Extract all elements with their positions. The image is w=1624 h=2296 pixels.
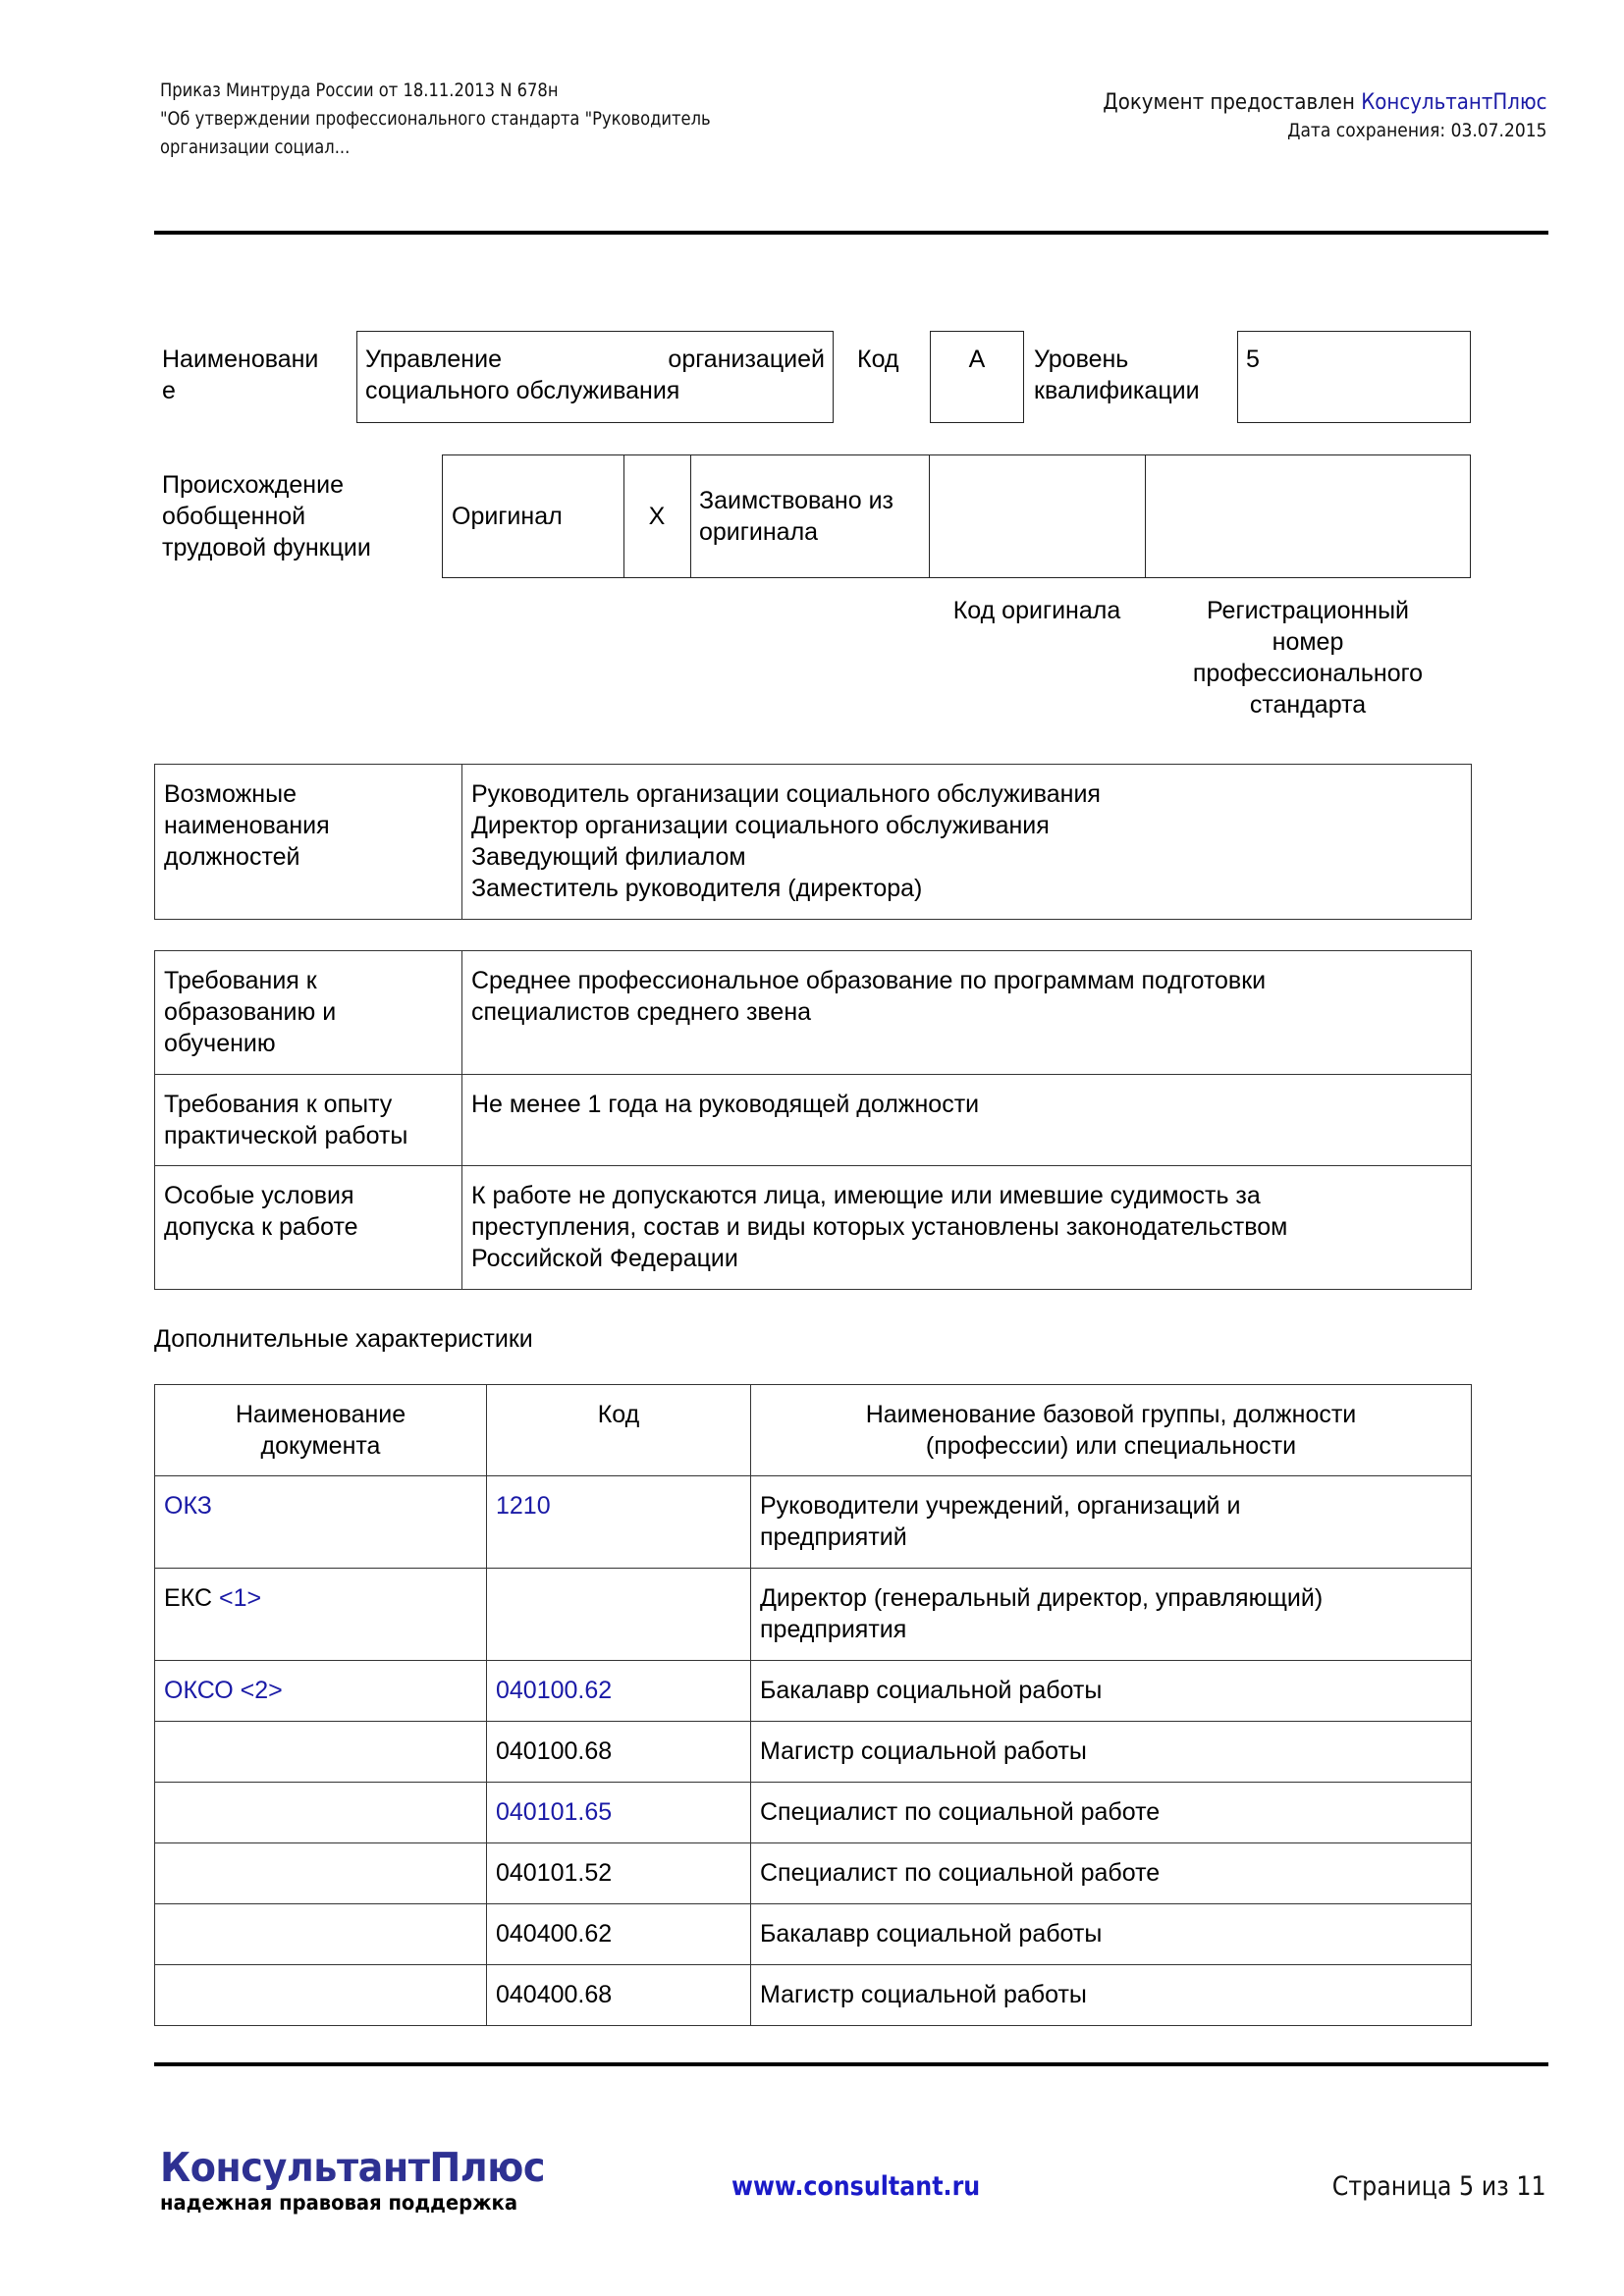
column-header-group-name-line: (профессии) или специальности (925, 1432, 1297, 1460)
experience-value (462, 1075, 1472, 1166)
name-label-line-2: е (162, 377, 176, 404)
consultant-logo (160, 2146, 574, 2216)
code-value: 040100.68 (496, 1737, 613, 1765)
education-value (462, 951, 1472, 1075)
code-cell (487, 1722, 751, 1783)
group-name-cell (751, 1965, 1472, 2026)
footer-url-link[interactable]: www.consultant.ru (731, 2171, 981, 2202)
group-name-cell (751, 1722, 1472, 1783)
column-header-group-name (751, 1385, 1472, 1476)
positions-values (462, 765, 1472, 920)
experience-value-line: Не менее 1 года на руководящей должности (471, 1091, 980, 1118)
education-label-line: обучению (164, 1030, 276, 1057)
column-header-group-name-line: Наименование базовой группы, должности (865, 1401, 1357, 1428)
doc-cell (155, 1843, 487, 1904)
column-header-document-line: документа (260, 1432, 381, 1460)
special-conditions-value (462, 1166, 1472, 1290)
code-cell (487, 1476, 751, 1569)
footer-brand: КонсультантПлюс (160, 2144, 546, 2191)
name-value-line-2: социального обслуживания (365, 377, 680, 404)
group-name-cell (751, 1569, 1472, 1661)
name-label-line-1: Наименовани (162, 346, 319, 373)
doc-cell (155, 1476, 487, 1569)
doc-cell (155, 1965, 487, 2026)
doc-cell (155, 1661, 487, 1722)
experience-label (155, 1075, 462, 1166)
reg-number-caption-line-2: номер (1272, 628, 1344, 656)
document-source (1054, 88, 1547, 143)
additional-header-row (155, 1385, 1472, 1476)
code-value: A (968, 346, 986, 373)
document-title-line-2: "Об утверждении профессионального стандарта "Руководитель (160, 108, 711, 130)
experience-label-line: практической работы (164, 1122, 408, 1149)
qualification-level-box (1237, 331, 1471, 423)
education-value-line: Среднее профессиональное образование по программам подготовки (471, 967, 1267, 994)
positions-table (154, 764, 1472, 920)
eks-label: ЕКС (164, 1584, 219, 1612)
origin-borrowed-label-line-2: оригинала (699, 518, 819, 546)
position-item: Заместитель руководителя (директора) (471, 875, 923, 902)
footer-divider (154, 2062, 1548, 2066)
origin-borrowed-label (699, 485, 893, 548)
code-link[interactable]: 040101.65 (496, 1798, 613, 1826)
table-row (155, 1569, 1472, 1661)
group-name-line: Магистр социальной работы (760, 1737, 1087, 1765)
positions-label-line-1: Возможные (164, 780, 297, 808)
provided-by-prefix: Документ предоставлен (1102, 90, 1361, 115)
origin-label-line-1: Происхождение (162, 471, 344, 499)
position-item: Директор организации социального обслуживания (471, 812, 1050, 839)
positions-row (155, 765, 1472, 920)
origin-code-caption: Код оригинала (952, 597, 1121, 624)
doc-cell (155, 1569, 487, 1661)
education-label-line: Требования к (164, 967, 317, 994)
origin-divider-3 (929, 455, 930, 577)
document-title-line-1: Приказ Минтруда России от 18.11.2013 N 678н (160, 80, 559, 101)
name-value-word-1: Управление (365, 346, 502, 373)
group-name-line: предприятия (760, 1616, 907, 1643)
positions-label (155, 765, 462, 920)
origin-label (162, 469, 371, 563)
qualification-level-label-line-2: квалификации (1034, 377, 1200, 404)
experience-label-line: Требования к опыту (164, 1091, 393, 1118)
name-value-word-2: организацией (668, 346, 825, 373)
save-date: Дата сохранения: 03.07.2015 (1286, 120, 1546, 141)
positions-label-line-3: должностей (164, 843, 300, 871)
table-row (155, 1843, 1472, 1904)
doc-cell (155, 1783, 487, 1843)
group-name-line: предприятий (760, 1523, 907, 1551)
table-row (155, 1661, 1472, 1722)
okz-link[interactable]: ОКЗ (164, 1492, 212, 1520)
special-conditions-label-line: допуска к работе (164, 1213, 358, 1241)
group-name-line: Бакалавр социальной работы (760, 1677, 1103, 1704)
footnote-1-link[interactable]: <1> (218, 1584, 262, 1612)
special-conditions-value-line: преступления, состав и виды которых установлены законодательством (471, 1213, 1288, 1241)
additional-title: Дополнительные характеристики (154, 1325, 533, 1353)
position-item: Заведующий филиалом (471, 843, 746, 871)
group-name-cell (751, 1476, 1472, 1569)
code-cell (487, 1843, 751, 1904)
column-header-code-line: Код (597, 1401, 640, 1428)
name-label (162, 344, 318, 406)
column-header-code (487, 1385, 751, 1476)
provided-by-brand-link[interactable]: КонсультантПлюс (1360, 90, 1546, 115)
group-name-line: Директор (генеральный директор, управляющий) (760, 1584, 1324, 1612)
document-title-line-3: организации социал... (160, 136, 351, 158)
code-cell (487, 1661, 751, 1722)
education-label-line: образованию и (164, 998, 337, 1026)
group-name-line: Бакалавр социальной работы (760, 1920, 1103, 1948)
origin-borrowed-label-line-1: Заимствовано из (699, 487, 893, 514)
provided-by (1103, 88, 1546, 118)
education-value-line: специалистов среднего звена (471, 998, 812, 1026)
name-value-box (356, 331, 834, 423)
table-row (155, 1476, 1472, 1569)
doc-cell (155, 1722, 487, 1783)
origin-original-mark: X (648, 503, 666, 530)
name-value-line-1 (365, 344, 825, 375)
reg-number-caption-line-4: стандарта (1249, 691, 1367, 719)
table-row (155, 1965, 1472, 2026)
origin-original-label: Оригинал (452, 503, 563, 530)
group-name-line: Специалист по социальной работе (760, 1859, 1161, 1887)
okso-link[interactable]: ОКСО (164, 1677, 241, 1704)
table-row (155, 1783, 1472, 1843)
code-link[interactable]: 1210 (496, 1492, 551, 1520)
requirements-row-experience (155, 1075, 1472, 1166)
special-conditions-label (155, 1166, 462, 1290)
document-title (160, 77, 920, 162)
column-header-document-line: Наименование (235, 1401, 406, 1428)
header-divider (154, 231, 1548, 235)
group-name-cell (751, 1783, 1472, 1843)
reg-number-caption (1145, 595, 1471, 721)
qualification-level-value: 5 (1246, 346, 1260, 373)
page-number: Страница 5 из 11 (1332, 2171, 1546, 2202)
requirements-table (154, 950, 1472, 1290)
footer-tagline: надежная правовая поддержка (160, 2191, 518, 2215)
special-conditions-value-line: К работе не допускаются лица, имеющие или имевшие судимость за (471, 1182, 1261, 1209)
special-conditions-value-line: Российской Федерации (471, 1245, 738, 1272)
code-label: Код (857, 346, 899, 373)
group-name-line: Руководители учреждений, организаций и (760, 1492, 1241, 1520)
code-cell (487, 1569, 751, 1661)
doc-cell (155, 1904, 487, 1965)
code-value: 040400.68 (496, 1981, 613, 2008)
origin-label-line-2: обобщенной (162, 503, 306, 530)
qualification-level-label-line-1: Уровень (1034, 346, 1129, 373)
group-name-line: Магистр социальной работы (760, 1981, 1087, 2008)
additional-table (154, 1384, 1472, 2026)
code-cell (487, 1783, 751, 1843)
group-name-cell (751, 1843, 1472, 1904)
qualification-level-label (1034, 344, 1200, 406)
origin-label-line-3: трудовой функции (162, 534, 371, 561)
code-value-box (930, 331, 1024, 423)
code-cell (487, 1965, 751, 2026)
education-label (155, 951, 462, 1075)
reg-number-caption-line-1: Регистрационный (1206, 597, 1410, 624)
group-name-cell (751, 1661, 1472, 1722)
reg-number-caption-line-3: профессионального (1192, 660, 1424, 687)
code-link[interactable]: 040100.62 (496, 1677, 613, 1704)
origin-divider-4 (1145, 455, 1146, 577)
group-name-line: Специалист по социальной работе (760, 1798, 1161, 1826)
requirements-row-special-conditions (155, 1166, 1472, 1290)
positions-label-line-2: наименования (164, 812, 330, 839)
position-item: Руководитель организации социального обслуживания (471, 780, 1101, 808)
group-name-cell (751, 1904, 1472, 1965)
table-row (155, 1904, 1472, 1965)
code-value: 040400.62 (496, 1920, 613, 1948)
special-conditions-label-line: Особые условия (164, 1182, 354, 1209)
footnote-2-link[interactable]: <2> (240, 1677, 283, 1704)
code-value: 040101.52 (496, 1859, 613, 1887)
table-row (155, 1722, 1472, 1783)
column-header-document (155, 1385, 487, 1476)
code-cell (487, 1904, 751, 1965)
requirements-row-education (155, 951, 1472, 1075)
origin-table (442, 454, 1471, 578)
origin-divider-2 (690, 455, 691, 577)
